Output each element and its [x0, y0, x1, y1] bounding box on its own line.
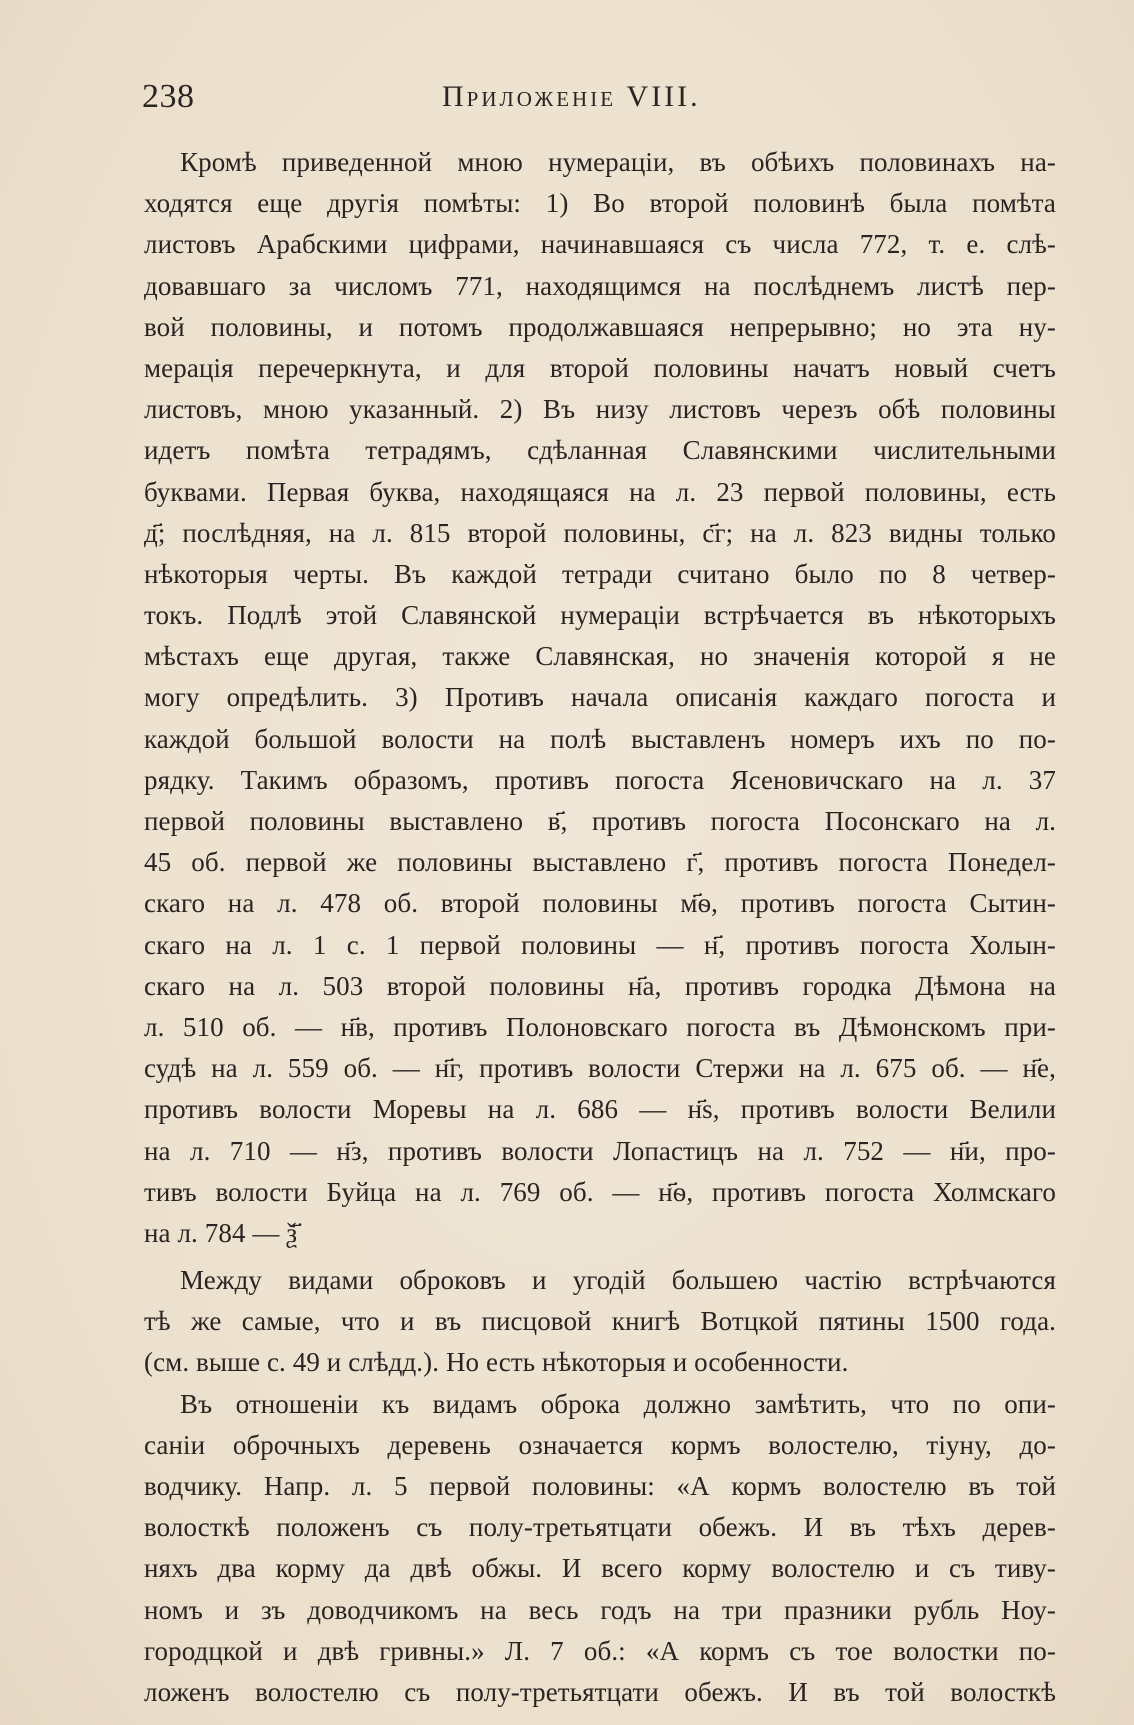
- text-line: номъ и зъ доводчикомъ на весь годъ на три празники рубль Ноу-: [144, 1594, 1056, 1625]
- text-line: на л. 710 — н҃з, противъ волости Лопастицъ на л. 752 — н҃и, про-: [144, 1135, 1056, 1166]
- text-line: скаго на л. 1 с. 1 первой половины — н҃, противъ погоста Холын-: [144, 929, 1056, 960]
- text-line: рядку. Такимъ образомъ, противъ погоста Ясеновичскаго на л. 37: [144, 764, 1056, 795]
- text-line: тѣ же самые, что и въ писцовой книгѣ Вотцкой пятины 1500 года.: [144, 1306, 1056, 1337]
- text-line: мѣстахъ еще другая, также Славянская, но значенія которой я не: [144, 641, 1056, 672]
- text-line: городцкой и двѣ гривны.» Л. 7 об.: «А кормъ съ тое волостки по-: [144, 1635, 1056, 1666]
- text-line: скаго на л. 503 второй половины н҃а, противъ городка Дѣмона на: [144, 970, 1056, 1001]
- text-line: саніи оброчныхъ деревень означается кормъ волостелю, тіуну, до-: [144, 1429, 1056, 1460]
- text-line: ложенъ волостелю съ полу-третьятцати обежъ. И въ той волосткѣ: [144, 1676, 1056, 1707]
- text-line: Между видами оброковъ и угодій большею частію встрѣчаются: [180, 1265, 1056, 1296]
- text-line: скаго на л. 478 об. второй половины м҃ѳ, противъ погоста Сытин-: [144, 888, 1056, 919]
- text-line: няхъ два корму да двѣ обжы. И всего корму волостелю и съ тиву-: [144, 1553, 1056, 1584]
- text-line: вой половины, и потомъ продолжавшаяся непрерывно; но эта ну-: [144, 311, 1056, 342]
- text-line: д҃; послѣдняя, на л. 815 второй половины, с҃г; на л. 823 видны только: [144, 517, 1056, 548]
- text-line: довавшаго за числомъ 771, находящимся на послѣднемъ листѣ пер-: [144, 270, 1056, 301]
- text-line: судѣ на л. 559 об. — н҃г, противъ волости Стержи на л. 675 об. — н҃е,: [144, 1053, 1056, 1084]
- text-line: тивъ волости Буйца на л. 769 об. — н҃ѳ, противъ погоста Холмскаго: [144, 1176, 1056, 1207]
- text-line: (см. выше с. 49 и слѣдд.). Но есть нѣкоторыя и особенности.: [144, 1347, 849, 1378]
- text-line: Въ отношеніи къ видамъ оброка должно замѣтить, что по опи-: [180, 1388, 1056, 1419]
- text-line: нѣкоторыя черты. Въ каждой тетради считано было по 8 четвер-: [144, 558, 1056, 589]
- page-number: 238: [142, 78, 195, 115]
- text-line: листовъ Арабскими цифрами, начинавшаяся съ числа 772, т. е. слѣ-: [144, 229, 1056, 260]
- text-line: л. 510 об. — н҃в, противъ Полоновскаго погоста въ Дѣмонскомъ при-: [144, 1011, 1056, 1042]
- text-line: волосткѣ положенъ съ полу-третьятцати обежъ. И въ тѣхъ дерев-: [144, 1512, 1056, 1543]
- body-text: [144, 142, 1056, 1713]
- running-title: Приложеніе VIII.: [442, 80, 701, 113]
- text-line: первой половины выставлено в҃, противъ погоста Посонскаго на л.: [144, 806, 1056, 836]
- text-line: мерація перечеркнута, и для второй половины начатъ новый счетъ: [144, 352, 1056, 383]
- text-line: 45 об. первой же половины выставлено г҃, противъ погоста Понедел-: [144, 847, 1056, 878]
- text-line: идетъ помѣта тетрадямъ, сдѣланная Славянскими числительными: [144, 435, 1056, 466]
- text-line: буквами. Первая буква, находящаяся на л. 23 первой половины, есть: [144, 476, 1056, 507]
- text-line: листовъ, мною указанный. 2) Въ низу листовъ черезъ обѣ половины: [144, 394, 1056, 425]
- text-line: на л. 784 — ѯ҃: [144, 1217, 298, 1248]
- page-header: [142, 78, 1062, 118]
- text-line: водчику. Напр. л. 5 первой половины: «А кормъ волостелю въ той: [144, 1471, 1056, 1501]
- text-line: противъ волости Моревы на л. 686 — н҃ѕ, противъ волости Велили: [144, 1094, 1056, 1125]
- text-line: токъ. Подлѣ этой Славянской нумераціи встрѣчается въ нѣкоторыхъ: [144, 600, 1056, 631]
- text-line: Кромѣ приведенной мною нумераціи, въ обѣихъ половинахъ на-: [180, 147, 1056, 177]
- text-line: каждой большой волости на полѣ выставленъ номеръ ихъ по по-: [144, 723, 1056, 754]
- text-line: могу опредѣлить. 3) Противъ начала описанія каждаго погоста и: [144, 682, 1056, 713]
- text-line: ходятся еще другія помѣты: 1) Во второй половинѣ была помѣта: [144, 188, 1056, 219]
